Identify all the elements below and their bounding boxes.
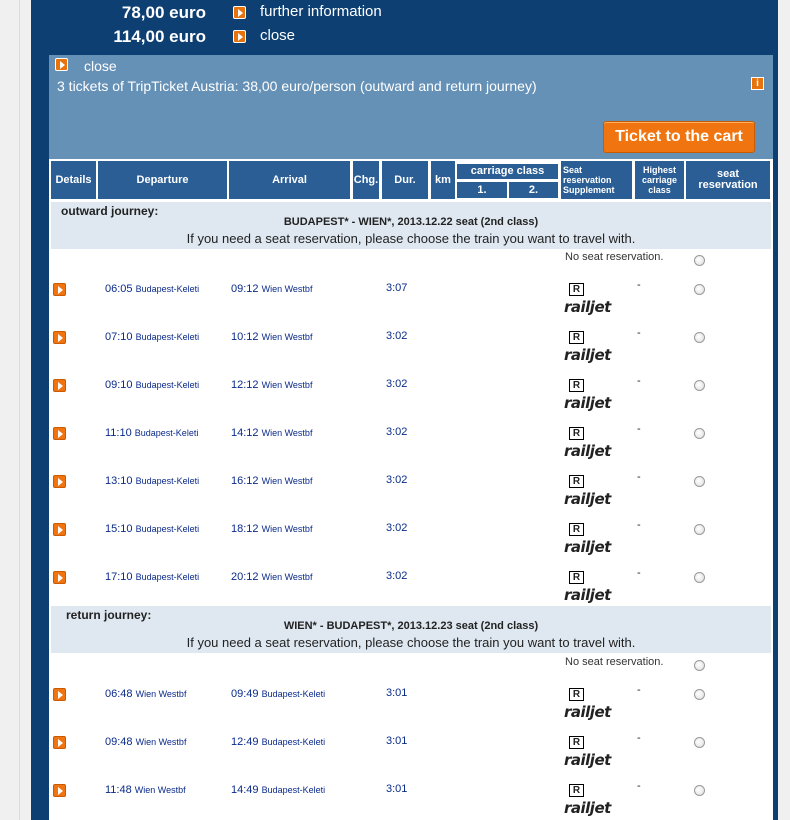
reservation-badge-icon: R: [569, 331, 584, 344]
reservation-badge-icon: R: [569, 736, 584, 749]
departure-station: Budapest-Keleti: [135, 572, 200, 582]
section-title: outward journey:: [61, 204, 159, 218]
highest-class: -: [637, 567, 641, 579]
duration: 3:02: [386, 474, 408, 486]
highest-class: -: [637, 684, 641, 696]
departure-station: Budapest-Keleti: [135, 332, 200, 342]
departure-time: 13:10: [105, 475, 133, 487]
duration: 3:07: [386, 282, 408, 294]
booking-panel: [31, 0, 778, 820]
seat-reservation-radio[interactable]: [694, 785, 705, 796]
departure-time: 11:10: [105, 427, 132, 439]
train-row: [49, 267, 773, 315]
header-changes: Chg.: [353, 161, 379, 199]
departure: [105, 688, 186, 700]
route-title: BUDAPEST* - WIEN*, 2013.12.22 seat (2nd class): [283, 216, 539, 228]
departure: [105, 427, 198, 439]
seat-reservation-radio[interactable]: [694, 284, 705, 295]
highest-class: -: [637, 519, 641, 531]
price-amount: 78,00 euro: [121, 3, 206, 22]
train-row: [49, 672, 773, 720]
header-seat-reservation: seat reservation: [686, 161, 770, 199]
details-arrow-icon[interactable]: [53, 331, 66, 344]
railjet-logo: railjet: [564, 346, 611, 364]
ticket-box: [49, 55, 773, 159]
departure-station: Budapest-Keleti: [135, 380, 200, 390]
duration: 3:02: [386, 426, 408, 438]
arrival-station: Wien Westbf: [261, 572, 313, 582]
departure: [105, 523, 199, 535]
railjet-logo: railjet: [564, 703, 611, 721]
seat-reservation-radio[interactable]: [694, 332, 705, 343]
arrival: [231, 379, 312, 391]
reservation-badge-icon: R: [569, 688, 584, 701]
highest-class: -: [637, 375, 641, 387]
railjet-logo: railjet: [564, 298, 611, 316]
highest-class: -: [637, 471, 641, 483]
details-arrow-icon[interactable]: [53, 784, 66, 797]
details-arrow-icon[interactable]: [53, 379, 66, 392]
info-icon[interactable]: i: [751, 77, 764, 90]
arrival-station: Wien Westbf: [261, 380, 313, 390]
details-arrow-icon[interactable]: [53, 523, 66, 536]
arrival-time: 18:12: [231, 523, 259, 535]
departure: [105, 571, 199, 583]
departure-time: 11:48: [105, 784, 132, 796]
highest-class: -: [637, 780, 641, 792]
departure: [105, 283, 199, 295]
arrow-icon[interactable]: [233, 6, 246, 19]
seat-reservation-radio[interactable]: [694, 428, 705, 439]
header-carriage-class: carriage class: [457, 164, 558, 179]
header-km: km: [431, 161, 455, 199]
price-row-2: [31, 27, 778, 49]
arrival-time: 09:12: [231, 283, 259, 295]
arrival: [231, 784, 325, 796]
details-arrow-icon[interactable]: [53, 283, 66, 296]
railjet-logo: railjet: [564, 490, 611, 508]
header-highest-class: Highest carriage class: [635, 161, 684, 199]
duration: 3:02: [386, 522, 408, 534]
departure: [105, 736, 186, 748]
outward-journey-header: [51, 202, 771, 249]
seat-reservation-radio[interactable]: [694, 524, 705, 535]
railjet-logo: railjet: [564, 394, 611, 412]
no-seat-label: No seat reservation.: [565, 656, 664, 668]
route-title: WIEN* - BUDAPEST*, 2013.12.23 seat (2nd class): [283, 620, 539, 632]
arrival: [231, 571, 312, 583]
arrival-time: 09:49: [231, 688, 259, 700]
seat-reservation-radio[interactable]: [694, 476, 705, 487]
price-row-1: [31, 3, 778, 25]
details-arrow-icon[interactable]: [53, 571, 66, 584]
details-arrow-icon[interactable]: [53, 688, 66, 701]
header-class-1: 1.: [457, 182, 507, 198]
reservation-badge-icon: R: [569, 523, 584, 536]
departure-station: Budapest-Keleti: [135, 284, 200, 294]
seat-reservation-radio[interactable]: [694, 380, 705, 391]
arrival-time: 14:12: [231, 427, 259, 439]
departure: [105, 475, 199, 487]
departure: [105, 331, 199, 343]
departure-time: 17:10: [105, 571, 133, 583]
departure-station: Wien Westbf: [135, 737, 187, 747]
railjet-logo: railjet: [564, 538, 611, 556]
header-class-2: 2.: [509, 182, 558, 198]
departure-station: Budapest-Keleti: [135, 524, 200, 534]
arrival: [231, 427, 312, 439]
ticket-close-link[interactable]: close: [84, 58, 117, 74]
further-information-link[interactable]: further information: [260, 3, 382, 20]
arrival-station: Wien Westbf: [261, 428, 313, 438]
departure-time: 09:10: [105, 379, 133, 391]
train-row: [49, 507, 773, 555]
reservation-badge-icon: R: [569, 379, 584, 392]
departure-time: 15:10: [105, 523, 133, 535]
railjet-logo: railjet: [564, 751, 611, 769]
arrival-station: Wien Westbf: [261, 284, 313, 294]
railjet-logo: railjet: [564, 799, 611, 817]
arrival-station: Budapest-Keleti: [261, 737, 326, 747]
arrival: [231, 331, 312, 343]
duration: 3:02: [386, 378, 408, 390]
railjet-logo: railjet: [564, 586, 611, 604]
departure: [105, 379, 199, 391]
duration: 3:01: [386, 687, 408, 699]
highest-class: -: [637, 732, 641, 744]
departure-station: Budapest-Keleti: [134, 428, 199, 438]
section-title: return journey:: [66, 608, 152, 622]
train-row: [49, 411, 773, 459]
departure-time: 06:05: [105, 283, 133, 295]
train-row: [49, 768, 773, 816]
arrival-station: Wien Westbf: [261, 524, 313, 534]
arrival-time: 14:49: [231, 784, 259, 796]
railjet-logo: railjet: [564, 442, 611, 460]
arrival-station: Budapest-Keleti: [261, 785, 326, 795]
arrival: [231, 523, 312, 535]
left-scroll-area: [0, 0, 20, 820]
arrow-icon[interactable]: [55, 58, 68, 71]
arrival-station: Wien Westbf: [261, 332, 313, 342]
arrival-station: Wien Westbf: [261, 476, 313, 486]
departure-station: Wien Westbf: [135, 689, 187, 699]
departure-time: 06:48: [105, 688, 133, 700]
arrival-time: 10:12: [231, 331, 259, 343]
header-supplement: Seat reservation Supplement: [561, 161, 632, 199]
details-arrow-icon[interactable]: [53, 736, 66, 749]
departure-station: Wien Westbf: [134, 785, 186, 795]
highest-class: -: [637, 423, 641, 435]
duration: 3:02: [386, 330, 408, 342]
timetable: [49, 159, 773, 820]
duration: 3:01: [386, 783, 408, 795]
header-arrival: Arrival: [229, 161, 350, 199]
no-seat-radio[interactable]: [694, 660, 705, 671]
ticket-description: 3 tickets of TripTicket Austria: 38,00 euro/person (outward and return journey): [57, 78, 537, 94]
arrow-icon[interactable]: [233, 30, 246, 43]
departure: [105, 784, 186, 796]
reservation-badge-icon: R: [569, 475, 584, 488]
train-row: [49, 363, 773, 411]
duration: 3:01: [386, 735, 408, 747]
reservation-badge-icon: R: [569, 784, 584, 797]
duration: 3:02: [386, 570, 408, 582]
reservation-badge-icon: R: [569, 283, 584, 296]
departure-time: 07:10: [105, 331, 133, 343]
departure-station: Budapest-Keleti: [135, 476, 200, 486]
arrival-time: 12:49: [231, 736, 259, 748]
details-arrow-icon[interactable]: [53, 427, 66, 440]
header-departure: Departure: [98, 161, 227, 199]
highest-class: -: [637, 327, 641, 339]
header-duration: Dur.: [382, 161, 428, 199]
arrival-station: Budapest-Keleti: [261, 689, 326, 699]
reservation-badge-icon: R: [569, 571, 584, 584]
arrival: [231, 475, 312, 487]
details-arrow-icon[interactable]: [53, 475, 66, 488]
arrival-time: 20:12: [231, 571, 259, 583]
train-row: [49, 720, 773, 768]
arrival: [231, 283, 312, 295]
train-row: [49, 459, 773, 507]
reservation-badge-icon: R: [569, 427, 584, 440]
train-row: [49, 555, 773, 603]
seat-reservation-radio[interactable]: [694, 572, 705, 583]
no-seat-radio[interactable]: [694, 255, 705, 266]
highest-class: -: [637, 279, 641, 291]
header-details: Details: [51, 161, 96, 199]
seat-reservation-radio[interactable]: [694, 737, 705, 748]
train-row: [49, 315, 773, 363]
departure-time: 09:48: [105, 736, 133, 748]
arrival: [231, 688, 325, 700]
close-link[interactable]: close: [260, 27, 296, 44]
ticket-to-cart-button[interactable]: Ticket to the cart: [603, 121, 755, 153]
arrival: [231, 736, 325, 748]
arrival-time: 12:12: [231, 379, 259, 391]
reservation-note: If you need a seat reservation, please choose the train you want to travel with.: [186, 635, 636, 650]
reservation-note: If you need a seat reservation, please choose the train you want to travel with.: [186, 231, 636, 246]
price-amount: 114,00 euro: [113, 27, 206, 46]
arrival-time: 16:12: [231, 475, 259, 487]
seat-reservation-radio[interactable]: [694, 689, 705, 700]
return-journey-header: [51, 606, 771, 653]
no-seat-label: No seat reservation.: [565, 251, 664, 263]
